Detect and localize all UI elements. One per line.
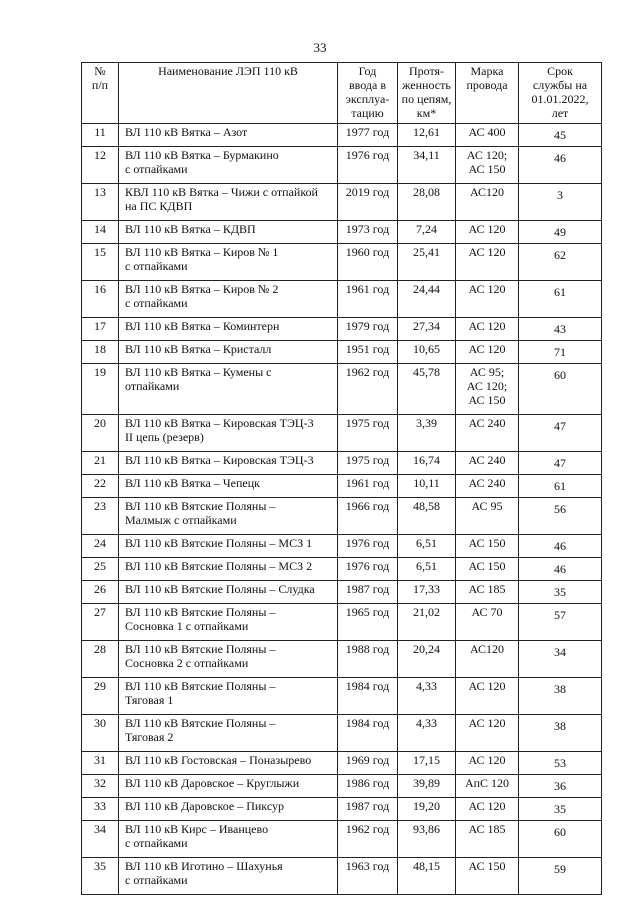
row-number: 17 [82, 318, 119, 341]
line-name-text: ВЛ 110 кВ Вятка – Бурмакино [125, 148, 279, 162]
wire-brand [456, 752, 519, 775]
line-name [119, 821, 338, 858]
table-row [82, 244, 602, 281]
wire-brand-text: АС 240 [468, 453, 506, 467]
table-row [82, 281, 602, 318]
header-line: Наименование ЛЭП 110 кВ [158, 64, 298, 78]
header-line: службы на [532, 78, 588, 92]
row-number: 31 [82, 752, 119, 775]
header-line: эксплуа- [345, 92, 390, 106]
header-line: тацию [351, 106, 384, 120]
line-name-text: ВЛ 110 кВ Кирс – Иванцево [125, 822, 269, 836]
commission-year: 1988 год [338, 641, 398, 678]
line-name [119, 715, 338, 752]
wire-brand-text: АС 185 [468, 822, 506, 836]
wire-brand [456, 535, 519, 558]
service-life: 47 [519, 415, 602, 452]
line-name [119, 341, 338, 364]
row-number: 26 [82, 581, 119, 604]
commission-year: 1977 год [338, 124, 398, 147]
wire-brand [456, 221, 519, 244]
circuit-length: 6,51 [398, 558, 456, 581]
line-name [119, 752, 338, 775]
wire-brand [456, 498, 519, 535]
service-life: 47 [519, 452, 602, 475]
line-name [119, 221, 338, 244]
circuit-length: 17,15 [398, 752, 456, 775]
table-row [82, 415, 602, 452]
wire-brand [456, 341, 519, 364]
line-name-text: ВЛ 110 кВ Даровское – Пиксур [125, 799, 284, 813]
table-row [82, 558, 602, 581]
wire-brand [456, 558, 519, 581]
line-name-text: ВЛ 110 кВ Вятка – Кировская ТЭЦ-3 [125, 453, 314, 467]
line-name [119, 452, 338, 475]
line-name-text: Малмыж с отпайками [125, 513, 237, 527]
header-year [338, 63, 398, 124]
circuit-length: 21,02 [398, 604, 456, 641]
line-name-text: ВЛ 110 кВ Вятка – Кировская ТЭЦ-3 [125, 416, 314, 430]
row-number: 29 [82, 678, 119, 715]
commission-year: 1960 год [338, 244, 398, 281]
table-row [82, 124, 602, 147]
wire-brand-text: АС 120 [468, 799, 506, 813]
commission-year: 1976 год [338, 558, 398, 581]
wire-brand-text: АС 70 [471, 605, 503, 619]
wire-brand [456, 281, 519, 318]
row-number: 20 [82, 415, 119, 452]
line-name [119, 535, 338, 558]
wire-brand-text: АС 150 [468, 536, 506, 550]
wire-brand [456, 604, 519, 641]
header-line: Год [358, 64, 377, 78]
wire-brand-text: АС 240 [468, 476, 506, 490]
line-name [119, 678, 338, 715]
service-life: 46 [519, 147, 602, 184]
service-life: 34 [519, 641, 602, 678]
line-name-text: ВЛ 110 кВ Вятка – КДВП [125, 222, 256, 236]
service-life: 38 [519, 678, 602, 715]
wire-brand [456, 244, 519, 281]
circuit-length: 34,11 [398, 147, 456, 184]
line-name-text: с отпайками [125, 162, 188, 176]
commission-year: 1961 год [338, 281, 398, 318]
wire-brand [456, 415, 519, 452]
row-number: 32 [82, 775, 119, 798]
service-life: 38 [519, 715, 602, 752]
wire-brand-text: АС 120 [468, 282, 506, 296]
line-name [119, 798, 338, 821]
service-life: 49 [519, 221, 602, 244]
table-row [82, 498, 602, 535]
commission-year: 1963 год [338, 858, 398, 895]
row-number: 25 [82, 558, 119, 581]
line-name-text: ВЛ 110 кВ Вятские Поляны – МСЗ 2 [125, 559, 313, 573]
line-name-text: с отпайками [125, 259, 188, 273]
line-name-text: ВЛ 110 кВ Вятские Поляны – МСЗ 1 [125, 536, 313, 550]
service-life: 59 [519, 858, 602, 895]
row-number: 27 [82, 604, 119, 641]
wire-brand [456, 318, 519, 341]
line-name-text: Тяговая 1 [125, 693, 174, 707]
service-life: 35 [519, 798, 602, 821]
circuit-length: 25,41 [398, 244, 456, 281]
wire-brand-text: АС 120 [468, 319, 506, 333]
commission-year: 1966 год [338, 498, 398, 535]
wire-brand-text: АС 150 [468, 393, 506, 407]
service-life: 71 [519, 341, 602, 364]
line-name-text: ВЛ 110 кВ Гостовская – Поназырево [125, 753, 312, 767]
commission-year: 1962 год [338, 821, 398, 858]
circuit-length: 45,78 [398, 364, 456, 415]
circuit-length: 48,15 [398, 858, 456, 895]
line-name [119, 641, 338, 678]
table-row [82, 715, 602, 752]
commission-year: 1979 год [338, 318, 398, 341]
wire-brand [456, 581, 519, 604]
commission-year: 1969 год [338, 752, 398, 775]
wire-brand [456, 124, 519, 147]
row-number: 34 [82, 821, 119, 858]
commission-year: 1962 год [338, 364, 398, 415]
wire-brand-text: АС 95 [471, 499, 503, 513]
wire-brand-text: АС 185 [468, 582, 506, 596]
circuit-length: 48,58 [398, 498, 456, 535]
row-number: 14 [82, 221, 119, 244]
header-line: Протя- [408, 64, 445, 78]
line-name-text: ВЛ 110 кВ Вятские Поляны – [125, 679, 276, 693]
circuit-length: 39,89 [398, 775, 456, 798]
service-life: 62 [519, 244, 602, 281]
line-name [119, 281, 338, 318]
service-life: 60 [519, 821, 602, 858]
wire-brand-text: АС 120 [468, 679, 506, 693]
circuit-length: 19,20 [398, 798, 456, 821]
wire-brand [456, 858, 519, 895]
service-life: 61 [519, 475, 602, 498]
table-header [82, 63, 602, 124]
line-name-text: Сосновка 1 с отпайками [125, 619, 249, 633]
circuit-length: 6,51 [398, 535, 456, 558]
row-number: 18 [82, 341, 119, 364]
circuit-length: 10,65 [398, 341, 456, 364]
row-number: 15 [82, 244, 119, 281]
wire-brand [456, 452, 519, 475]
circuit-length: 7,24 [398, 221, 456, 244]
header-wire [456, 63, 519, 124]
row-number: 28 [82, 641, 119, 678]
line-name-text: ВЛ 110 кВ Вятские Поляны – Слудка [125, 582, 315, 596]
service-life: 60 [519, 364, 602, 415]
table-row [82, 581, 602, 604]
commission-year: 1975 год [338, 452, 398, 475]
service-life: 46 [519, 535, 602, 558]
header-line: № [94, 64, 106, 78]
wire-brand-text: АС 120; [466, 148, 508, 162]
row-number: 22 [82, 475, 119, 498]
header-line: п/п [91, 78, 109, 92]
commission-year: 1986 год [338, 775, 398, 798]
line-name-text: на ПС КДВП [125, 199, 193, 213]
table-row [82, 475, 602, 498]
service-life: 35 [519, 581, 602, 604]
commission-year: 1984 год [338, 678, 398, 715]
service-life: 3 [519, 184, 602, 221]
line-name-text: Тяговая 2 [125, 730, 174, 744]
commission-year: 2019 год [338, 184, 398, 221]
line-name-text: Сосновка 2 с отпайками [125, 656, 249, 670]
commission-year: 1961 год [338, 475, 398, 498]
line-name-text: КВЛ 110 кВ Вятка – Чижи с отпайкой [125, 185, 318, 199]
table-row [82, 678, 602, 715]
line-name-text: II цепь (резерв) [125, 430, 204, 444]
line-name [119, 581, 338, 604]
wire-brand [456, 641, 519, 678]
line-name-text: ВЛ 110 кВ Даровское – Круглыжи [125, 776, 300, 790]
header-name [119, 63, 338, 124]
service-life: 36 [519, 775, 602, 798]
table-row [82, 604, 602, 641]
row-number: 19 [82, 364, 119, 415]
header-line: км* [416, 106, 437, 120]
table-body [82, 124, 602, 895]
line-name [119, 498, 338, 535]
table-row [82, 184, 602, 221]
header-line: женность [402, 78, 451, 92]
line-name-text: с отпайками [125, 296, 188, 310]
line-name-text: с отпайками [125, 873, 188, 887]
wire-brand [456, 678, 519, 715]
header-line: ввода в [348, 78, 386, 92]
circuit-length: 4,33 [398, 678, 456, 715]
circuit-length: 4,33 [398, 715, 456, 752]
header-length [398, 63, 456, 124]
line-name-text: ВЛ 110 кВ Вятка – Киров № 2 [125, 282, 279, 296]
line-name-text: ВЛ 110 кВ Вятка – Чепецк [125, 476, 260, 490]
line-name-text: ВЛ 110 кВ Вятка – Азот [125, 125, 248, 139]
line-name-text: ВЛ 110 кВ Вятка – Кумены с [125, 365, 272, 379]
header-line: провода [466, 78, 508, 92]
line-name [119, 558, 338, 581]
table-row [82, 452, 602, 475]
circuit-length: 27,34 [398, 318, 456, 341]
commission-year: 1973 год [338, 221, 398, 244]
row-number: 35 [82, 858, 119, 895]
header-row [82, 63, 602, 124]
circuit-length: 12,61 [398, 124, 456, 147]
row-number: 12 [82, 147, 119, 184]
wire-brand [456, 798, 519, 821]
table-row [82, 641, 602, 678]
line-name-text: ВЛ 110 кВ Вятка – Коминтерн [125, 319, 280, 333]
row-number: 13 [82, 184, 119, 221]
line-name-text: с отпайками [125, 836, 188, 850]
row-number: 33 [82, 798, 119, 821]
commission-year: 1951 год [338, 341, 398, 364]
line-name [119, 318, 338, 341]
table-row [82, 364, 602, 415]
table-row [82, 858, 602, 895]
header-line: 01.01.2022, [531, 92, 589, 106]
commission-year: 1987 год [338, 798, 398, 821]
row-number: 23 [82, 498, 119, 535]
wire-brand-text: АС 120 [468, 753, 506, 767]
circuit-length: 17,33 [398, 581, 456, 604]
table-row [82, 221, 602, 244]
wire-brand [456, 147, 519, 184]
circuit-length: 20,24 [398, 641, 456, 678]
header-life [519, 63, 602, 124]
service-life: 61 [519, 281, 602, 318]
line-name [119, 475, 338, 498]
wire-brand [456, 184, 519, 221]
wire-brand-text: АпС 120 [464, 776, 510, 790]
circuit-length: 10,11 [398, 475, 456, 498]
row-number: 30 [82, 715, 119, 752]
line-name [119, 775, 338, 798]
wire-brand-text: АС 120; [466, 379, 508, 393]
circuit-length: 16,74 [398, 452, 456, 475]
line-name-text: ВЛ 110 кВ Вятка – Киров № 1 [125, 245, 279, 259]
line-name [119, 184, 338, 221]
line-name [119, 415, 338, 452]
table-row [82, 775, 602, 798]
table-row [82, 147, 602, 184]
wire-brand-text: АС 150 [468, 859, 506, 873]
circuit-length: 93,86 [398, 821, 456, 858]
wire-brand-text: АС120 [469, 185, 505, 199]
table-row [82, 341, 602, 364]
row-number: 11 [82, 124, 119, 147]
wire-brand [456, 775, 519, 798]
wire-brand [456, 364, 519, 415]
header-line: Марка [470, 64, 504, 78]
line-name-text: ВЛ 110 кВ Вятские Поляны – [125, 499, 276, 513]
wire-brand [456, 821, 519, 858]
wire-brand-text: АС 150 [468, 162, 506, 176]
page-number: 33 [313, 40, 327, 55]
commission-year: 1976 год [338, 147, 398, 184]
circuit-length: 24,44 [398, 281, 456, 318]
wire-brand-text: АС 120 [468, 222, 506, 236]
line-name-text: ВЛ 110 кВ Вятские Поляны – [125, 605, 276, 619]
row-number: 24 [82, 535, 119, 558]
header-line: по цепям, [401, 92, 452, 106]
line-name [119, 147, 338, 184]
line-name-text: ВЛ 110 кВ Иготино – Шахунья [125, 859, 283, 873]
service-life: 56 [519, 498, 602, 535]
table-row [82, 318, 602, 341]
row-number: 16 [82, 281, 119, 318]
service-life: 57 [519, 604, 602, 641]
line-name [119, 124, 338, 147]
line-name [119, 364, 338, 415]
row-number: 21 [82, 452, 119, 475]
wire-brand-text: АС 240 [468, 416, 506, 430]
power-lines-table [81, 62, 602, 895]
line-name-text: ВЛ 110 кВ Вятка – Кристалл [125, 342, 272, 356]
wire-brand-text: АС 150 [468, 559, 506, 573]
table-row [82, 798, 602, 821]
service-life: 46 [519, 558, 602, 581]
header-line: Срок [547, 64, 573, 78]
line-name [119, 858, 338, 895]
commission-year: 1965 год [338, 604, 398, 641]
line-name [119, 604, 338, 641]
line-name-text: ВЛ 110 кВ Вятские Поляны – [125, 642, 276, 656]
header-num [82, 63, 119, 124]
table-row [82, 535, 602, 558]
wire-brand-text: АС 120 [468, 716, 506, 730]
service-life: 43 [519, 318, 602, 341]
header-line: лет [551, 106, 569, 120]
wire-brand [456, 475, 519, 498]
circuit-length: 3,39 [398, 415, 456, 452]
line-name-text: ВЛ 110 кВ Вятские Поляны – [125, 716, 276, 730]
circuit-length: 28,08 [398, 184, 456, 221]
wire-brand-text: АС120 [469, 642, 505, 656]
line-name [119, 244, 338, 281]
wire-brand-text: АС 120 [468, 245, 506, 259]
line-name-text: отпайками [125, 379, 180, 393]
commission-year: 1987 год [338, 581, 398, 604]
table-row [82, 821, 602, 858]
wire-brand-text: АС 400 [468, 125, 506, 139]
wire-brand [456, 715, 519, 752]
commission-year: 1984 год [338, 715, 398, 752]
service-life: 53 [519, 752, 602, 775]
wire-brand-text: АС 120 [468, 342, 506, 356]
wire-brand-text: АС 95; [469, 365, 505, 379]
commission-year: 1976 год [338, 535, 398, 558]
service-life: 45 [519, 124, 602, 147]
table-row [82, 752, 602, 775]
commission-year: 1975 год [338, 415, 398, 452]
